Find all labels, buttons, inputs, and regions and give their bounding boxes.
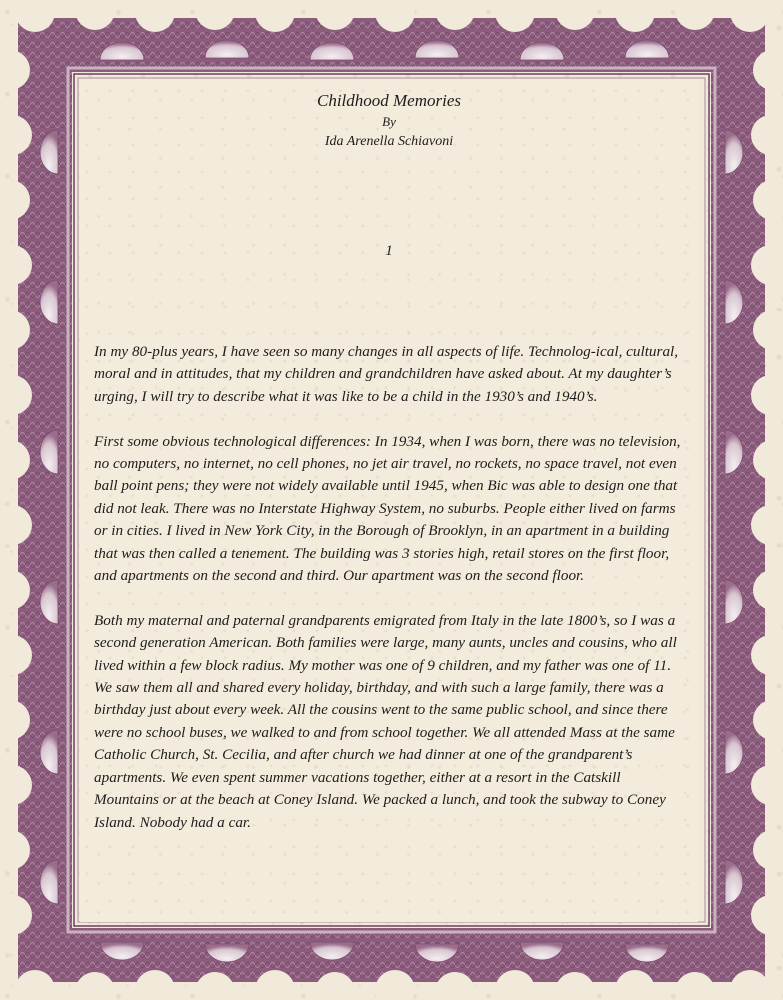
document-content — [80, 80, 698, 922]
byline-label: By — [382, 114, 396, 129]
page-number: 1 — [385, 243, 393, 259]
paragraph-1: In my 80-plus years, I have seen so many changes in all aspects of life. Technolog-ical, cultural, moral and in attitudes, that my children and grandchildren have asked about. At my daughter’s urging, I will try to describe what it was like to be a child in the 1930’s and 1940’s. — [94, 343, 679, 405]
paragraph-3: Both my maternal and paternal grandparents emigrated from Italy in the late 1800’s, so I was a second generation American. Both families were large, many aunts, uncles and cousins, who all lived within a few block radius. My mother was one of 9 children, and my father was one of 11. We saw them all and shared every holiday, birthday, and with such a large family, there was a birthday just about every week. All the cousins went to the same public school, and since there were no school buses, we walked to and from school together. We all attended Mass at the same Catholic Church, St. Cecilia, and after church we had dinner at one of the grandparent’s apartments. We even spent summer vacations together, either at a resort in the Catskill Mountains or at the beach at Coney Island. We packed a lunch, and took the subway to Coney Island. Nobody had a car. — [94, 611, 677, 831]
author-name: Ida Arenella Schiavoni — [324, 134, 454, 149]
body-text — [94, 341, 689, 856]
paragraph-2: First some obvious technological differences: In 1934, when I was born, there was no television, no computers, no internet, no cell phones, no jet air travel, no rockets, no space travel, not even ball point pens; they were not widely available until 1945, when Bic was able to design one that did not leak. There was no Interstate Highway System, no suburbs. People either lived on farms or in cities. I lived in New York City, in the Borough of Brooklyn, in an apartment in a building that was then called a tenement. The building was 3 stories high, retail stores on the first floor, and apartments on the second and third. Our apartment was on the second floor. — [94, 432, 681, 585]
title-block — [80, 90, 698, 152]
document-title: Childhood Memories — [316, 91, 462, 110]
